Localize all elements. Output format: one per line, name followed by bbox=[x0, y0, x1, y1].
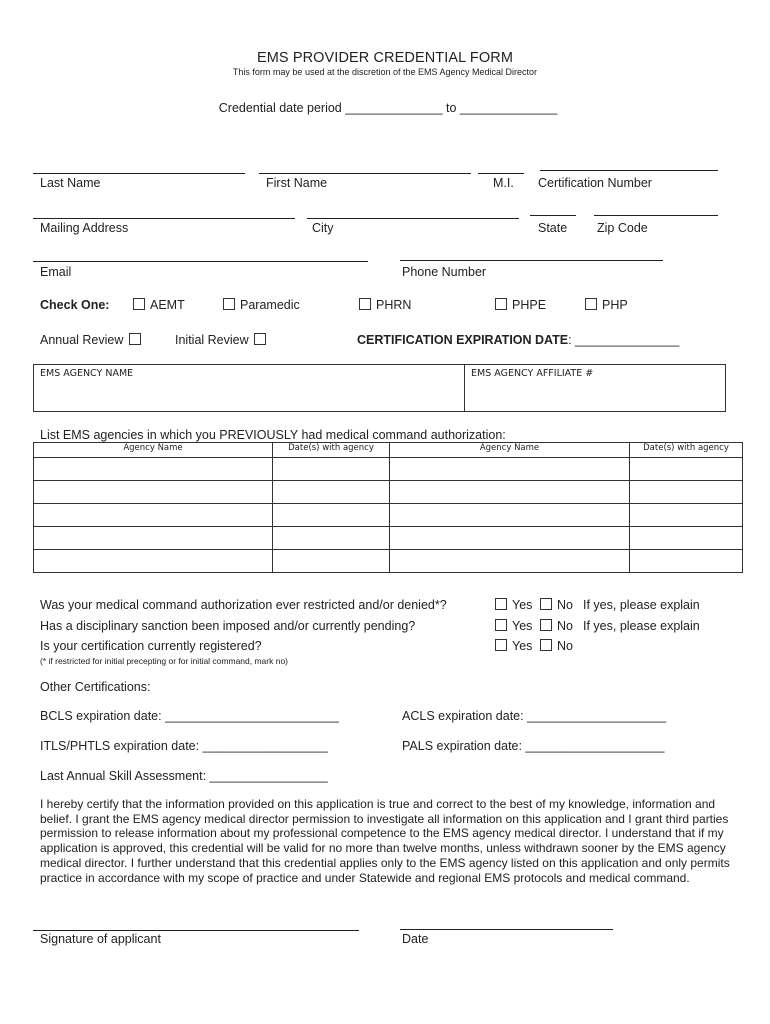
agency-affiliate-box[interactable]: EMS AGENCY AFFILIATE # bbox=[464, 364, 726, 412]
table-row bbox=[34, 527, 743, 550]
date-field[interactable] bbox=[400, 929, 613, 930]
first-name-field[interactable] bbox=[259, 173, 471, 174]
email-field[interactable] bbox=[33, 261, 368, 262]
q1-no[interactable]: No bbox=[540, 598, 573, 612]
table-cell[interactable] bbox=[390, 527, 630, 550]
signature-label: Signature of applicant bbox=[40, 932, 161, 946]
table-cell[interactable] bbox=[630, 550, 743, 573]
agency-name-box[interactable]: EMS AGENCY NAME bbox=[33, 364, 465, 412]
initial-review[interactable]: Initial Review bbox=[175, 333, 271, 347]
table-cell[interactable] bbox=[390, 550, 630, 573]
table-cell[interactable] bbox=[273, 481, 390, 504]
q1-yes[interactable]: Yes bbox=[495, 598, 532, 612]
table-cell[interactable] bbox=[34, 458, 273, 481]
cert-number-label: Certification Number bbox=[538, 176, 652, 190]
q2-no[interactable]: No bbox=[540, 619, 573, 633]
option-phpe[interactable]: PHPE bbox=[495, 298, 546, 312]
question-disciplinary: Has a disciplinary sanction been imposed and/or currently pending? bbox=[40, 619, 416, 633]
bcls-expiration[interactable]: BCLS expiration date: _________________________ bbox=[40, 709, 339, 723]
checkbox-icon[interactable] bbox=[359, 298, 371, 310]
acls-expiration[interactable]: ACLS expiration date: ____________________ bbox=[402, 709, 667, 723]
itls-expiration[interactable]: ITLS/PHTLS expiration date: __________________ bbox=[40, 739, 328, 753]
col-dates-2: Date(s) with agency bbox=[630, 443, 743, 458]
pals-expiration[interactable]: PALS expiration date: ____________________ bbox=[402, 739, 665, 753]
option-phrn[interactable]: PHRN bbox=[359, 298, 411, 312]
state-field[interactable] bbox=[530, 215, 576, 216]
q2-yes[interactable]: Yes bbox=[495, 619, 532, 633]
form-title: EMS PROVIDER CREDENTIAL FORM bbox=[256, 50, 514, 66]
checkbox-icon[interactable] bbox=[495, 598, 507, 610]
mi-field[interactable] bbox=[478, 173, 524, 174]
checkbox-icon[interactable] bbox=[254, 333, 266, 345]
table-row bbox=[34, 458, 743, 481]
checkbox-icon[interactable] bbox=[540, 598, 552, 610]
table-cell[interactable] bbox=[390, 481, 630, 504]
checkbox-icon[interactable] bbox=[129, 333, 141, 345]
checkbox-icon[interactable] bbox=[495, 639, 507, 651]
phone-label: Phone Number bbox=[402, 265, 487, 279]
checkbox-icon[interactable] bbox=[585, 298, 597, 310]
checkbox-icon[interactable] bbox=[223, 298, 235, 310]
signature-field[interactable] bbox=[33, 930, 359, 931]
checkbox-icon[interactable] bbox=[540, 619, 552, 631]
table-cell[interactable] bbox=[630, 481, 743, 504]
certification-statement: I hereby certify that the information provided on this application is true and correct to the best of my knowledge, information and belief. I grant the EMS agency medical director permission to investigate all information on this application and I grant third parties permission to release information about my professional competence to the EMS agency medical director. I understand that if my application is approved, this credential will be valid for no more than twelve months, unless withdrawn sooner by the EMS agency medical director. I further understand that this credential applies only to the EMS agency listed on this application and only permits practice in accordance with my scope of practice and under Statewide and regional EMS protocols and medical command. bbox=[40, 797, 730, 885]
q3-yes[interactable]: Yes bbox=[495, 639, 532, 653]
mailing-address-label: Mailing Address bbox=[40, 221, 129, 235]
last-name-label: Last Name bbox=[40, 176, 101, 190]
q3-no[interactable]: No bbox=[540, 639, 573, 653]
option-aemt[interactable]: AEMT bbox=[133, 298, 185, 312]
mi-label: M.I. bbox=[493, 176, 514, 190]
check-one-label: Check One: bbox=[40, 298, 110, 312]
annual-review[interactable]: Annual Review bbox=[40, 333, 146, 347]
first-name-label: First Name bbox=[266, 176, 328, 190]
date-label: Date bbox=[402, 932, 429, 946]
table-row bbox=[34, 550, 743, 573]
checkbox-icon[interactable] bbox=[540, 639, 552, 651]
form-subtitle: This form may be used at the discretion of the EMS Agency Medical Director bbox=[232, 67, 538, 77]
credential-date-period[interactable]: Credential date period ______________ to ______________ bbox=[218, 101, 558, 115]
table-cell[interactable] bbox=[273, 527, 390, 550]
skill-assessment[interactable]: Last Annual Skill Assessment: _________________ bbox=[40, 769, 328, 783]
question-registered: Is your certification currently registered? bbox=[40, 639, 262, 653]
option-paramedic[interactable]: Paramedic bbox=[223, 298, 300, 312]
col-dates: Date(s) with agency bbox=[273, 443, 390, 458]
option-php[interactable]: PHP bbox=[585, 298, 628, 312]
table-cell[interactable] bbox=[34, 504, 273, 527]
last-name-field[interactable] bbox=[33, 173, 245, 174]
checkbox-icon[interactable] bbox=[495, 619, 507, 631]
table-cell[interactable] bbox=[273, 550, 390, 573]
city-label: City bbox=[312, 221, 334, 235]
phone-field[interactable] bbox=[400, 260, 663, 261]
cert-number-field[interactable] bbox=[540, 170, 718, 171]
table-cell[interactable] bbox=[390, 504, 630, 527]
state-label: State bbox=[538, 221, 568, 235]
table-cell[interactable] bbox=[34, 550, 273, 573]
q2-explain: If yes, please explain bbox=[583, 619, 700, 633]
city-field[interactable] bbox=[307, 218, 519, 219]
table-cell[interactable] bbox=[34, 527, 273, 550]
zip-label: Zip Code bbox=[597, 221, 648, 235]
cert-expiration[interactable]: CERTIFICATION EXPIRATION DATE: _______________ bbox=[357, 333, 680, 347]
table-cell[interactable] bbox=[390, 458, 630, 481]
checkbox-icon[interactable] bbox=[133, 298, 145, 310]
col-agency-name-2: Agency Name bbox=[390, 443, 630, 458]
table-cell[interactable] bbox=[630, 458, 743, 481]
mailing-address-field[interactable] bbox=[33, 218, 295, 219]
table-cell[interactable] bbox=[273, 504, 390, 527]
previous-agencies-intro: List EMS agencies in which you PREVIOUSLY had medical command authorization: bbox=[40, 428, 506, 442]
previous-agencies-table bbox=[33, 442, 743, 573]
table-row bbox=[34, 504, 743, 527]
checkbox-icon[interactable] bbox=[495, 298, 507, 310]
col-agency-name: Agency Name bbox=[34, 443, 273, 458]
q1-explain: If yes, please explain bbox=[583, 598, 700, 612]
table-cell[interactable] bbox=[34, 481, 273, 504]
table-cell[interactable] bbox=[630, 504, 743, 527]
table-row bbox=[34, 481, 743, 504]
zip-field[interactable] bbox=[594, 215, 718, 216]
email-label: Email bbox=[40, 265, 72, 279]
table-cell[interactable] bbox=[273, 458, 390, 481]
question-restricted: Was your medical command authorization ever restricted and/or denied*? bbox=[40, 598, 447, 612]
footnote: (* if restricted for initial precepting or for initial command, mark no) bbox=[40, 656, 289, 666]
other-certs-heading: Other Certifications: bbox=[40, 680, 151, 694]
table-cell[interactable] bbox=[630, 527, 743, 550]
